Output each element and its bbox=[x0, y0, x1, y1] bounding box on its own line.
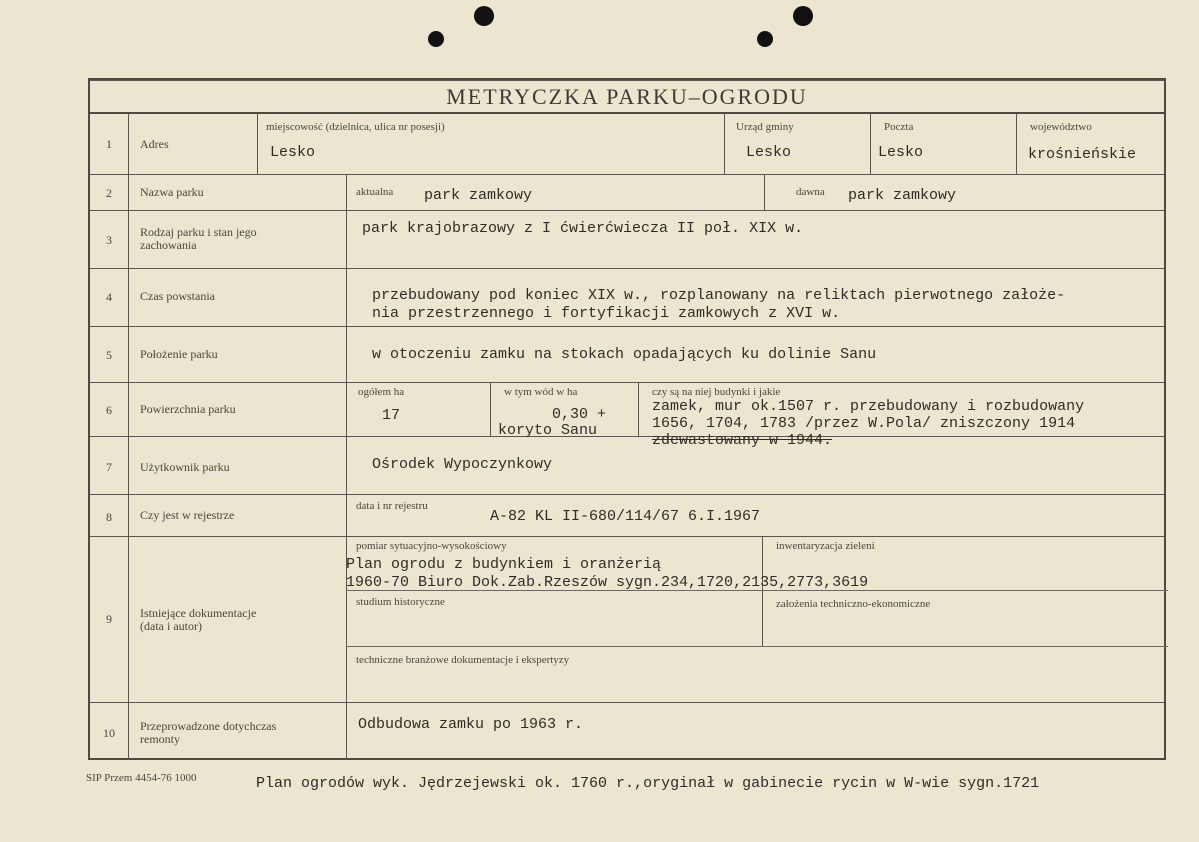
row-label-address: Adres bbox=[140, 137, 169, 151]
row-label-location: Położenie parku bbox=[140, 347, 218, 361]
divider bbox=[257, 114, 258, 174]
divider bbox=[870, 114, 871, 174]
divider bbox=[90, 494, 1164, 495]
field-value-water-1: 0,30 + bbox=[552, 406, 607, 423]
field-value-renovations: Odbudowa zamku po 1963 r. bbox=[358, 716, 584, 733]
field-value-creation-line2: nia przestrzennego i fortyfikacji zamkowych z XVI w. bbox=[372, 305, 841, 322]
field-label-municipality: Urząd gminy bbox=[736, 121, 794, 133]
field-value-locality: Lesko bbox=[270, 144, 316, 161]
divider bbox=[346, 174, 347, 760]
punch-mark-right bbox=[757, 31, 773, 47]
divider bbox=[764, 174, 765, 210]
field-label-current: aktualna bbox=[356, 186, 394, 198]
field-label-water-ha: w tym wód w ha bbox=[504, 386, 578, 398]
divider bbox=[724, 114, 725, 174]
field-value-former-name: park zamkowy bbox=[848, 187, 957, 204]
field-label-buildings: czy są na niej budynki i jakie bbox=[652, 386, 781, 398]
row-label-area: Powierzchnia parku bbox=[140, 402, 236, 416]
row-number: 9 bbox=[106, 612, 112, 626]
punch-mark-left bbox=[428, 31, 444, 47]
field-value-post: Lesko bbox=[878, 144, 924, 161]
row-number: 5 bbox=[106, 348, 112, 362]
row-label-creation-time: Czas powstania bbox=[140, 289, 215, 303]
row-label-park-type bbox=[140, 226, 257, 252]
divider bbox=[90, 436, 1164, 437]
row-label-line: Przeprowadzone dotychczas bbox=[140, 719, 277, 733]
divider bbox=[490, 382, 491, 436]
field-label-technical-docs: techniczne branżowe dokumentacje i ekspertyzy bbox=[356, 654, 570, 666]
row-label-line: Istniejące dokumentacje bbox=[140, 606, 257, 620]
divider bbox=[90, 80, 1164, 81]
field-value-voivodeship: krośnieńskie bbox=[1028, 146, 1137, 163]
field-label-greenery-inventory: inwentaryzacja zieleni bbox=[776, 540, 875, 552]
punch-hole-right bbox=[793, 6, 813, 26]
field-value-municipality: Lesko bbox=[746, 144, 792, 161]
field-label-history-study: studium historyczne bbox=[356, 596, 445, 608]
row-label-line: zachowania bbox=[140, 238, 197, 252]
row-label-park-name: Nazwa parku bbox=[140, 185, 204, 199]
field-value-buildings-3: zdewastowany w 1944. bbox=[652, 432, 833, 449]
field-value-user: Ośrodek Wypoczynkowy bbox=[372, 456, 553, 473]
field-value-water-2: koryto Sanu bbox=[498, 422, 598, 439]
row-label-documentation bbox=[140, 607, 256, 633]
field-value-creation-line1: przebudowany pod koniec XIX w., rozplanowany na reliktach pierwotnego założe- bbox=[372, 287, 1066, 304]
punch-hole-left bbox=[474, 6, 494, 26]
divider bbox=[90, 536, 1164, 537]
form-card bbox=[88, 78, 1166, 760]
divider bbox=[90, 210, 1164, 211]
field-value-total-ha: 17 bbox=[382, 407, 401, 424]
row-number: 7 bbox=[106, 460, 112, 474]
field-label-total-ha: ogółem ha bbox=[358, 386, 405, 398]
row-number: 6 bbox=[106, 403, 112, 417]
row-number: 4 bbox=[106, 290, 112, 304]
field-value-buildings-1: zamek, mur ok.1507 r. przebudowany i rozbudowany bbox=[652, 398, 1085, 415]
row-label-renovations bbox=[140, 720, 276, 746]
row-number: 2 bbox=[106, 186, 112, 200]
divider bbox=[346, 646, 1168, 647]
field-value-buildings-2: 1656, 1704, 1783 /przez W.Pola/ zniszczony 1914 bbox=[652, 415, 1076, 432]
row-number: 8 bbox=[106, 510, 112, 524]
field-value-park-type: park krajobrazowy z I ćwierćwiecza II poł. XIX w. bbox=[362, 220, 804, 237]
row-label-line: remonty bbox=[140, 732, 180, 746]
field-value-survey-1: Plan ogrodu z budynkiem i oranżerią bbox=[346, 556, 662, 573]
divider bbox=[90, 174, 1164, 175]
divider bbox=[90, 382, 1164, 383]
row-label-line: Rodzaj parku i stan jego bbox=[140, 225, 257, 239]
field-label-former: dawna bbox=[796, 186, 825, 198]
footer-note: Plan ogrodów wyk. Jędrzejewski ok. 1760 r.,oryginał w gabinecie rycin w W-wie sygn.1721 bbox=[256, 775, 1040, 792]
field-value-register: A-82 KL II-680/114/67 6.I.1967 bbox=[490, 508, 761, 525]
divider bbox=[762, 536, 763, 646]
divider bbox=[90, 326, 1164, 327]
divider bbox=[90, 268, 1164, 269]
row-number: 10 bbox=[103, 726, 115, 740]
field-value-current-name: park zamkowy bbox=[424, 187, 533, 204]
form-code: SIP Przem 4454-76 1000 bbox=[86, 772, 197, 784]
field-label-tech-economic: założenia techniczno-ekonomiczne bbox=[776, 598, 931, 610]
field-label-register: data i nr rejestru bbox=[356, 500, 428, 512]
form-title: METRYCZKA PARKU–OGRODU bbox=[90, 80, 1164, 114]
field-label-post: Poczta bbox=[884, 121, 914, 133]
row-label-line: (data i autor) bbox=[140, 619, 202, 633]
divider bbox=[638, 382, 639, 436]
field-label-survey: pomiar sytuacyjno-wysokościowy bbox=[356, 540, 507, 552]
divider bbox=[128, 114, 129, 760]
field-label-locality: miejscowość (dzielnica, ulica nr posesji) bbox=[266, 121, 445, 133]
row-label-register: Czy jest w rejestrze bbox=[140, 508, 235, 522]
field-value-location: w otoczeniu zamku na stokach opadających ku dolinie Sanu bbox=[372, 346, 877, 363]
row-number: 3 bbox=[106, 233, 112, 247]
row-label-user: Użytkownik parku bbox=[140, 460, 230, 474]
field-label-voivodeship: województwo bbox=[1030, 121, 1092, 133]
field-value-survey-2: 1960-70 Biuro Dok.Zab.Rzeszów sygn.234,1720,2135,2773,3619 bbox=[346, 574, 869, 591]
divider bbox=[1016, 114, 1017, 174]
row-number: 1 bbox=[106, 137, 112, 151]
divider bbox=[90, 702, 1164, 703]
